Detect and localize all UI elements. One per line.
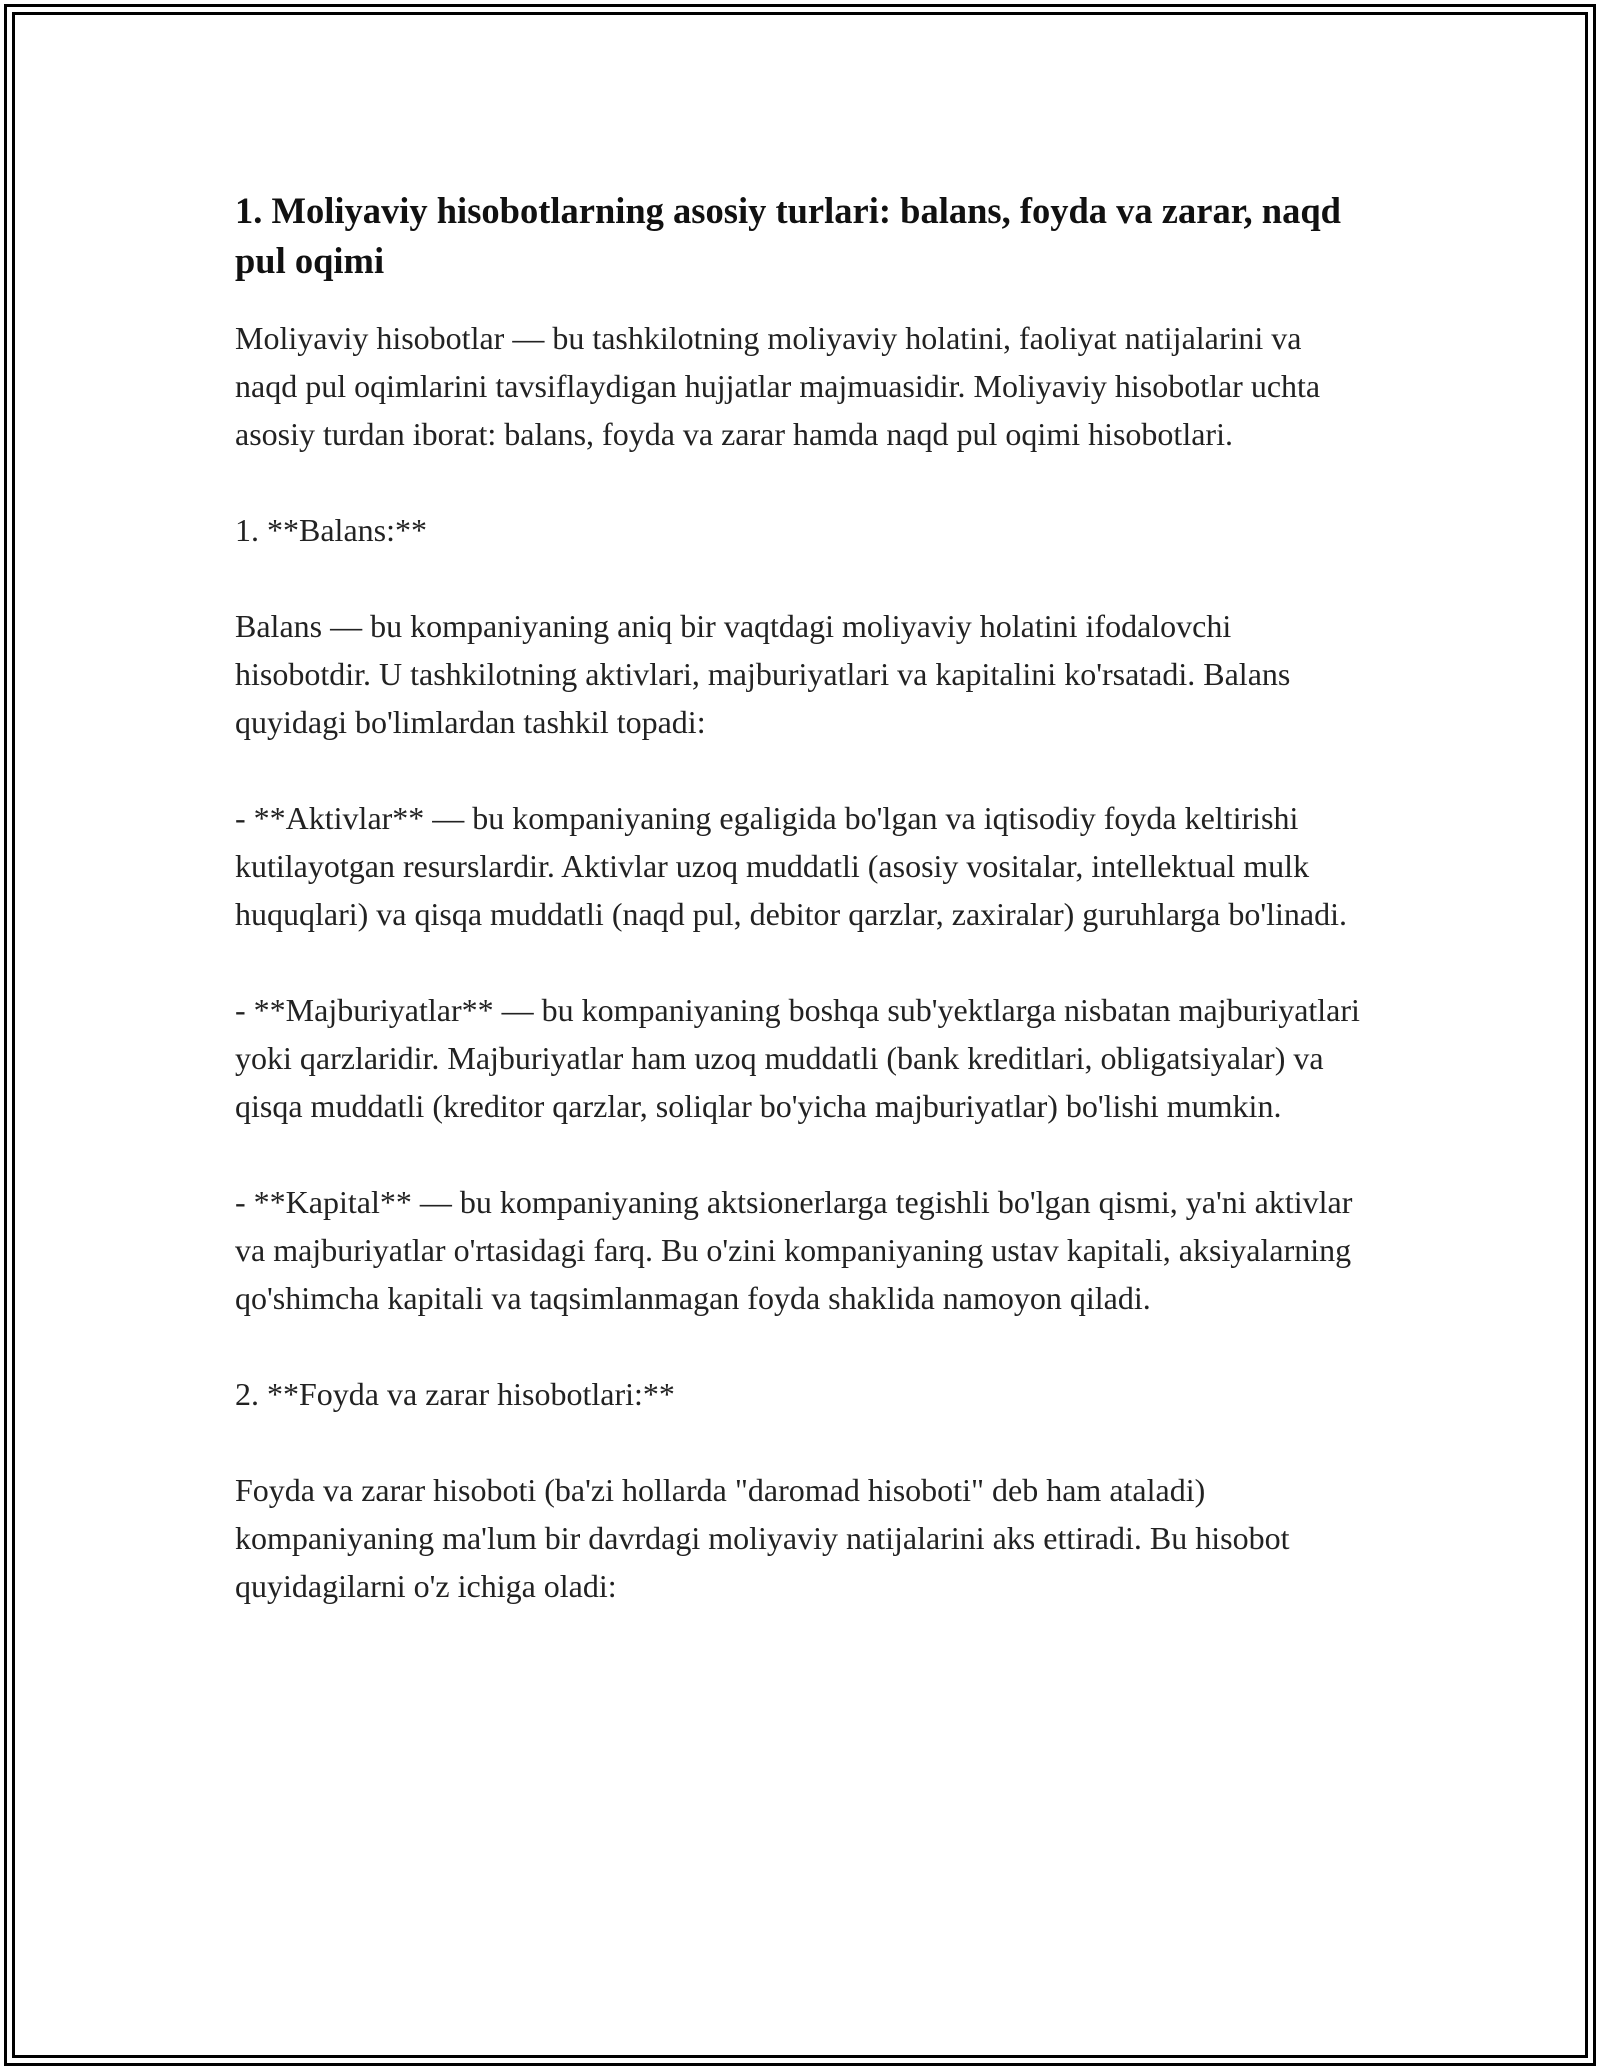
intro-paragraph: Moliyaviy hisobotlar — bu tashkilotning moliyaviy holatini, faoliyat natijalarini va naqd pul oqimlarini tavsiflaydigan hujjatlar majmuasidir. Moliyaviy hisobotlar uchta asosiy turdan iborat: balans, foyda va zarar hamda naqd pul oqimi hisobotlari. xyxy=(235,320,1321,452)
balance-heading: 1. **Balans:** xyxy=(235,512,427,548)
income-statement-paragraph: Foyda va zarar hisoboti (ba'zi hollarda "daromad hisoboti" deb ham ataladi) kompaniyaning ma'lum bir davrdagi moliyaviy natijalarini aks ettiradi. Bu hisobot quyidagilarni o'z ichiga oladi: xyxy=(235,1472,1290,1604)
document-body xyxy=(235,186,1365,1658)
assets-item: - **Aktivlar** — bu kompaniyaning egaligida bo'lgan va iqtisodiy foyda keltirishi kutilayotgan resurslardir. Aktivlar uzoq muddatli (asosiy vositalar, intellektual mulk huquqlari) va qisqa muddatli (naqd pul, debitor qarzlar, zaxiralar) guruhlarga bo'linadi. xyxy=(235,800,1347,932)
document-title: 1. Moliyaviy hisobotlarning asosiy turlari: balans, foyda va zarar, naqd pul oqimi xyxy=(235,190,1341,281)
capital-item: - **Kapital** — bu kompaniyaning aktsionerlarga tegishli bo'lgan qismi, ya'ni aktivlar va majburiyatlar o'rtasidagi farq. Bu o'zini kompaniyaning ustav kapitali, aksiyalarning qo'shimcha kapitali va taqsimlanmagan foyda shaklida namoyon qiladi. xyxy=(235,1184,1353,1316)
balance-paragraph: Balans — bu kompaniyaning aniq bir vaqtdagi moliyaviy holatini ifodalovchi hisobotdir. U tashkilotning aktivlari, majburiyatlari va kapitalini ko'rsatadi. Balans quyidagi bo'limlardan tashkil topadi: xyxy=(235,608,1291,740)
income-statement-heading: 2. **Foyda va zarar hisobotlari:** xyxy=(235,1376,675,1412)
liabilities-item: - **Majburiyatlar** — bu kompaniyaning boshqa sub'yektlarga nisbatan majburiyatlari yoki qarzlaridir. Majburiyatlar ham uzoq muddatli (bank kreditlari, obligatsiyalar) va qisqa muddatli (kreditor qarzlar, soliqlar bo'yicha majburiyatlar) bo'lishi mumkin. xyxy=(235,992,1360,1124)
